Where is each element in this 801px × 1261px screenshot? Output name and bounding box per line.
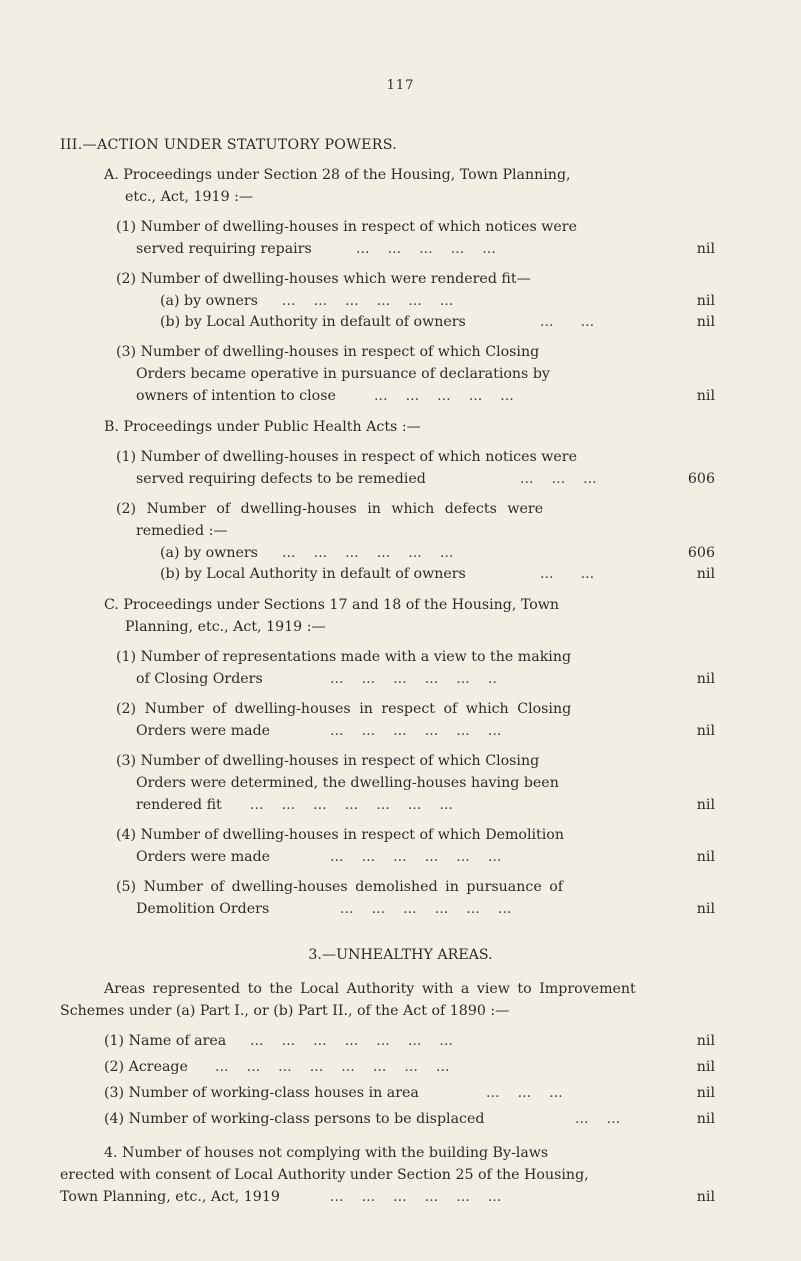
b-item-2-text: (2) Number of dwelling-houses in which defects were [116, 501, 544, 517]
dot-leader: ... ... [575, 1111, 621, 1127]
unhealthy-item-3-row [0, 1084, 801, 1102]
c-item-5-row [0, 900, 801, 918]
a-item-1-text-cont: served requiring repairs [136, 241, 312, 257]
section-c-title-cont: Planning, etc., Act, 1919 :— [125, 619, 326, 635]
dot-leader: ... ... ... ... ... [374, 388, 514, 404]
c-item-5-text-cont: Demolition Orders [136, 901, 270, 917]
dot-leader: ... ... ... ... ... ... [330, 849, 502, 865]
a-item-1-text: (1) Number of dwelling-houses in respect of which notices were [116, 219, 577, 235]
b-item-2a-text: (a) by owners [160, 545, 258, 561]
c-item-3-text-cont: Orders were determined, the dwelling-houses having been [136, 775, 559, 791]
c-item-4-value: nil [696, 849, 715, 865]
bylaws-text: 4. Number of houses not complying with the building By-laws [104, 1145, 549, 1161]
a-item-1-row [0, 240, 801, 258]
b-item-2b-value: nil [696, 566, 715, 582]
a-item-2a-text: (a) by owners [160, 293, 258, 309]
a-item-1-value: nil [696, 241, 715, 257]
a-item-3-row [0, 387, 801, 405]
a-item-2b-row [0, 313, 801, 331]
unhealthy-areas-heading: 3.—UNHEALTHY AREAS. [308, 947, 493, 963]
c-item-2-text-cont: Orders were made [136, 723, 271, 739]
unhealthy-item-4-text: (4) Number of working-class persons to be displaced [104, 1111, 485, 1127]
unhealthy-item-1-value: nil [696, 1033, 715, 1049]
dot-leader: ... ... ... ... ... ... [282, 293, 454, 309]
b-item-1-text: (1) Number of dwelling-houses in respect of which notices were [116, 449, 577, 465]
unhealthy-intro-cont: Schemes under (a) Part I., or (b) Part II., of the Act of 1890 :— [60, 1003, 510, 1019]
b-item-2a-value: 606 [687, 545, 715, 561]
a-item-2-text: (2) Number of dwelling-houses which were rendered fit— [116, 271, 531, 287]
a-item-3-text-end: owners of intention to close [136, 388, 336, 404]
b-item-1-value: 606 [687, 471, 715, 487]
section-a-title: A. Proceedings under Section 28 of the Housing, Town Planning, [104, 167, 571, 183]
bylaws-text-cont: erected with consent of Local Authority under Section 25 of the Housing, [60, 1167, 589, 1183]
c-item-3-value: nil [696, 797, 715, 813]
c-item-5-value: nil [696, 901, 715, 917]
c-item-3-row [0, 796, 801, 814]
dot-leader: ... ... [540, 566, 595, 582]
unhealthy-item-4-row [0, 1110, 801, 1128]
dot-leader: ... ... ... ... ... ... ... ... [215, 1059, 450, 1075]
a-item-3-value: nil [696, 388, 715, 404]
c-item-4-row [0, 848, 801, 866]
c-item-1-text-cont: of Closing Orders [136, 671, 263, 687]
dot-leader: ... ... ... ... ... ... ... [250, 797, 453, 813]
a-item-2a-value: nil [696, 293, 715, 309]
b-item-2-text-cont: remedied :— [136, 523, 228, 539]
section-heading: III.—ACTION UNDER STATUTORY POWERS. [60, 137, 398, 153]
dot-leader: ... ... ... ... ... ... [282, 545, 454, 561]
dot-leader: ... ... ... [486, 1085, 563, 1101]
c-item-4-text: (4) Number of dwelling-houses in respect of which Demolition [116, 827, 564, 843]
unhealthy-item-1-text: (1) Name of area [104, 1033, 227, 1049]
c-item-3-text: (3) Number of dwelling-houses in respect of which Closing [116, 753, 540, 769]
a-item-3-text: (3) Number of dwelling-houses in respect of which Closing [116, 344, 540, 360]
dot-leader: ... ... ... ... ... [356, 241, 496, 257]
section-a-title-cont: etc., Act, 1919 :— [125, 189, 254, 205]
c-item-2-row [0, 722, 801, 740]
section-b-title: B. Proceedings under Public Health Acts :— [104, 419, 421, 435]
c-item-2-value: nil [696, 723, 715, 739]
unhealthy-item-2-row [0, 1058, 801, 1076]
b-item-2b-row [0, 565, 801, 583]
dot-leader: ... ... ... ... ... ... ... [250, 1033, 453, 1049]
b-item-1-text-cont: served requiring defects to be remedied [136, 471, 426, 487]
unhealthy-intro: Areas represented to the Local Authority with a view to Improvement [104, 981, 636, 997]
dot-leader: ... ... ... ... ... ... [340, 901, 512, 917]
b-item-2a-row [0, 544, 801, 562]
a-item-2a-row [0, 292, 801, 310]
c-item-5-text: (5) Number of dwelling-houses demolished in pursuance of [116, 879, 564, 895]
unhealthy-item-3-value: nil [696, 1085, 715, 1101]
bylaws-text-end: Town Planning, etc., Act, 1919 [60, 1189, 280, 1205]
b-item-2b-text: (b) by Local Authority in default of owners [160, 566, 466, 582]
unhealthy-item-2-value: nil [696, 1059, 715, 1075]
unhealthy-item-2-text: (2) Acreage [104, 1059, 188, 1075]
c-item-4-text-cont: Orders were made [136, 849, 271, 865]
dot-leader: ... ... [540, 314, 595, 330]
c-item-1-value: nil [696, 671, 715, 687]
c-item-3-text-end: rendered fit [136, 797, 222, 813]
bylaws-row [0, 1188, 801, 1206]
dot-leader: ... ... ... ... ... .. [330, 671, 497, 687]
dot-leader: ... ... ... ... ... ... [330, 723, 502, 739]
a-item-2b-value: nil [696, 314, 715, 330]
dot-leader: ... ... ... [520, 471, 597, 487]
c-item-2-text: (2) Number of dwelling-houses in respect of which Closing [116, 701, 572, 717]
b-item-1-row [0, 470, 801, 488]
c-item-1-text: (1) Number of representations made with a view to the making [116, 649, 572, 665]
bylaws-value: nil [696, 1189, 715, 1205]
page-number: 117 [386, 78, 415, 93]
a-item-2b-text: (b) by Local Authority in default of owners [160, 314, 466, 330]
c-item-1-row [0, 670, 801, 688]
unhealthy-item-1-row [0, 1032, 801, 1050]
unhealthy-item-4-value: nil [696, 1111, 715, 1127]
dot-leader: ... ... ... ... ... ... [330, 1189, 502, 1205]
section-c-title: C. Proceedings under Sections 17 and 18 of the Housing, Town [104, 597, 560, 613]
a-item-3-text-cont: Orders became operative in pursuance of declarations by [136, 366, 550, 382]
unhealthy-item-3-text: (3) Number of working-class houses in area [104, 1085, 419, 1101]
